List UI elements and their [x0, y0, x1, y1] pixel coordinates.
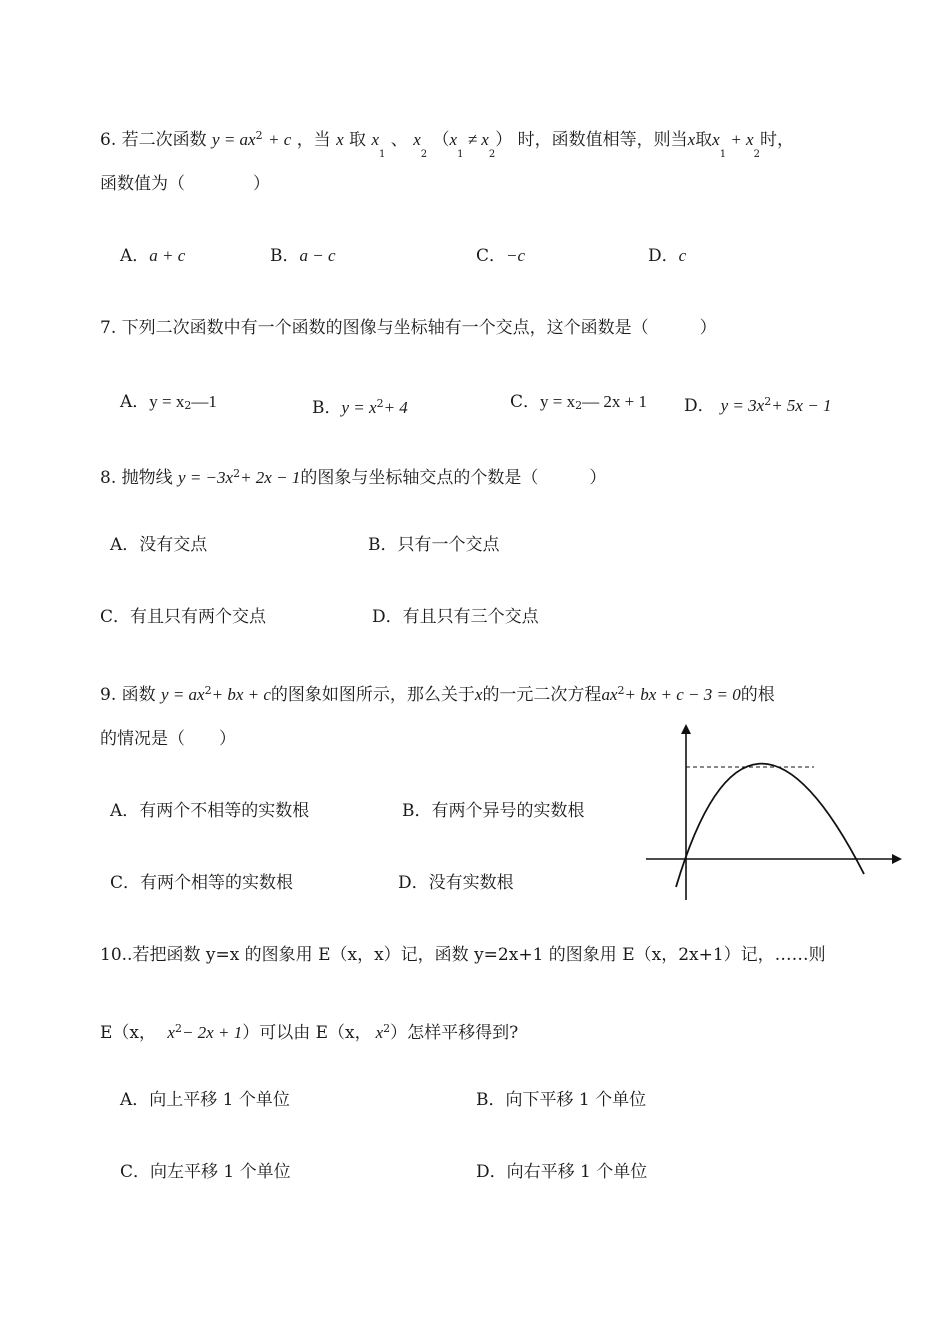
option-formula: y = x: [341, 398, 377, 417]
q10-stem-line2: [100, 1017, 518, 1045]
q6-option-d[interactable]: [648, 244, 686, 268]
q8-option-d[interactable]: D．有且只有三个交点: [372, 607, 539, 627]
q10-stem-line1: 10..若把函数 y=x 的图象用 E（x，x）记，函数 y=2x+1 的图象用 E（x，2x+1）记，……则: [100, 945, 826, 965]
sum-x2: + x: [726, 130, 754, 149]
q9-option-b[interactable]: B．有两个异号的实数根: [402, 801, 585, 821]
q6-text: 时，函数值相等，则当: [517, 130, 688, 150]
q6-text: ）: [495, 130, 513, 150]
q9-text: 9. 函数: [100, 685, 156, 705]
q6-text: （: [432, 130, 450, 150]
q6-stem-line2: 函数值为（ ）: [100, 174, 270, 194]
q8-option-c[interactable]: C．有且只有两个交点: [100, 607, 267, 627]
option-formula: a + c: [149, 246, 186, 265]
option-label: B．: [270, 246, 300, 266]
var-x1: x: [371, 130, 379, 149]
q6-formula: y = ax: [212, 130, 256, 149]
superscript: 2: [376, 397, 384, 410]
subscript: 1: [379, 149, 386, 160]
subscript: 2: [488, 149, 496, 160]
q9-equation-tail: + bx + c − 3 = 0: [624, 685, 741, 704]
q6-text: ，当: [296, 130, 331, 150]
q10-option-c[interactable]: C．向左平移 1 个单位: [120, 1162, 291, 1182]
option-formula: y = x: [540, 392, 576, 411]
q8-text: 的图象与坐标轴交点的个数是（ ）: [300, 468, 607, 488]
option-formula: y = 3x: [720, 396, 765, 415]
q9-text: 的一元二次方程: [482, 685, 602, 705]
q10-option-d[interactable]: D．向右平移 1 个单位: [476, 1162, 648, 1182]
q8-stem: [100, 462, 606, 490]
q10-text: E（x，: [100, 1023, 156, 1043]
superscript: 2: [174, 1022, 182, 1035]
q9-stem-line1: [100, 679, 775, 707]
q8-option-a[interactable]: A．没有交点: [110, 535, 208, 555]
q6-text: 取: [695, 130, 713, 150]
subscript: 2: [420, 149, 428, 160]
q10-text: ）可以由 E（x，: [242, 1023, 372, 1043]
q10-option-a[interactable]: A．向上平移 1 个单位: [120, 1090, 290, 1110]
option-label: C．: [476, 246, 507, 266]
var-x1: x: [712, 130, 720, 149]
var-x: x: [336, 130, 344, 149]
q7-option-b[interactable]: [312, 392, 408, 420]
option-formula-tail: —1: [191, 392, 217, 411]
not-equal: ≠ x: [463, 130, 489, 149]
var-x: x: [474, 685, 483, 704]
q7-option-d[interactable]: [684, 390, 831, 418]
q9-text: 的图象如图所示，那么关于: [270, 685, 475, 705]
option-label: A．: [120, 392, 150, 412]
subscript: 1: [719, 149, 727, 160]
subscript: 1: [457, 149, 464, 160]
q7-stem: 7. 下列二次函数中有一个函数的图像与坐标轴有一个交点，这个函数是（ ）: [100, 318, 717, 338]
q8-text: 8. 抛物线: [100, 468, 173, 488]
q10-formula: x: [167, 1023, 175, 1042]
q10-option-b[interactable]: B．向下平移 1 个单位: [476, 1090, 647, 1110]
option-label: D．: [684, 396, 715, 416]
q6-text: 、: [390, 130, 408, 150]
subscript: 2: [753, 149, 760, 160]
option-formula: c: [678, 246, 687, 265]
option-label: B．: [312, 398, 342, 418]
option-formula-tail: + 5x − 1: [771, 396, 832, 415]
superscript: 2: [233, 467, 241, 480]
q9-option-a[interactable]: A．有两个不相等的实数根: [110, 801, 310, 821]
q9-parabola-graph: [638, 720, 908, 905]
superscript: 2: [764, 395, 772, 408]
q8-option-b[interactable]: B．只有一个交点: [368, 535, 500, 555]
option-formula-tail: + 4: [383, 398, 408, 417]
q9-option-d[interactable]: D．没有实数根: [398, 873, 514, 893]
q6-stem-line1: [100, 124, 794, 167]
option-formula-tail: — 2x + 1: [582, 392, 647, 411]
option-label: D．: [648, 246, 679, 266]
option-formula: y = x: [149, 392, 185, 411]
q6-text: 取: [349, 130, 367, 150]
q9-formula: y = ax: [161, 685, 205, 704]
q9-option-c[interactable]: C．有两个相等的实数根: [110, 873, 294, 893]
option-formula: a − c: [299, 246, 336, 265]
var-x: x: [687, 130, 696, 149]
q10-formula: x: [375, 1023, 384, 1042]
q6-option-b[interactable]: [270, 244, 336, 268]
superscript: 2: [617, 684, 625, 697]
q7-option-a[interactable]: [120, 390, 217, 418]
q10-formula-tail: − 2x + 1: [181, 1023, 243, 1042]
q9-text: 的根: [740, 685, 775, 705]
q6-text: 6. 若二次函数: [100, 130, 207, 150]
option-label: A．: [120, 246, 150, 266]
superscript: 2: [184, 399, 192, 412]
superscript: 2: [575, 399, 583, 412]
q10-text: ）怎样平移得到?: [390, 1023, 519, 1043]
q9-formula-tail: + bx + c: [211, 685, 271, 704]
parabola-curve: [676, 764, 864, 887]
q7-option-c[interactable]: [510, 390, 647, 418]
superscript: 2: [383, 1022, 391, 1035]
q9-equation: ax: [601, 685, 618, 704]
var-x1: x: [449, 130, 458, 149]
option-label: C．: [510, 392, 541, 412]
option-formula: −c: [506, 246, 526, 265]
q6-formula-tail: + c: [268, 130, 292, 149]
q8-formula-tail: + 2x − 1: [240, 468, 301, 487]
q9-stem-line2: 的情况是（ ）: [100, 729, 236, 749]
q6-option-c[interactable]: [476, 244, 525, 268]
q6-text: 时，: [759, 130, 794, 150]
q6-option-a[interactable]: [120, 244, 185, 268]
superscript: 2: [255, 129, 263, 142]
superscript: 2: [204, 684, 212, 697]
var-x2: x: [413, 130, 421, 149]
q8-formula: y = −3x: [178, 468, 234, 487]
